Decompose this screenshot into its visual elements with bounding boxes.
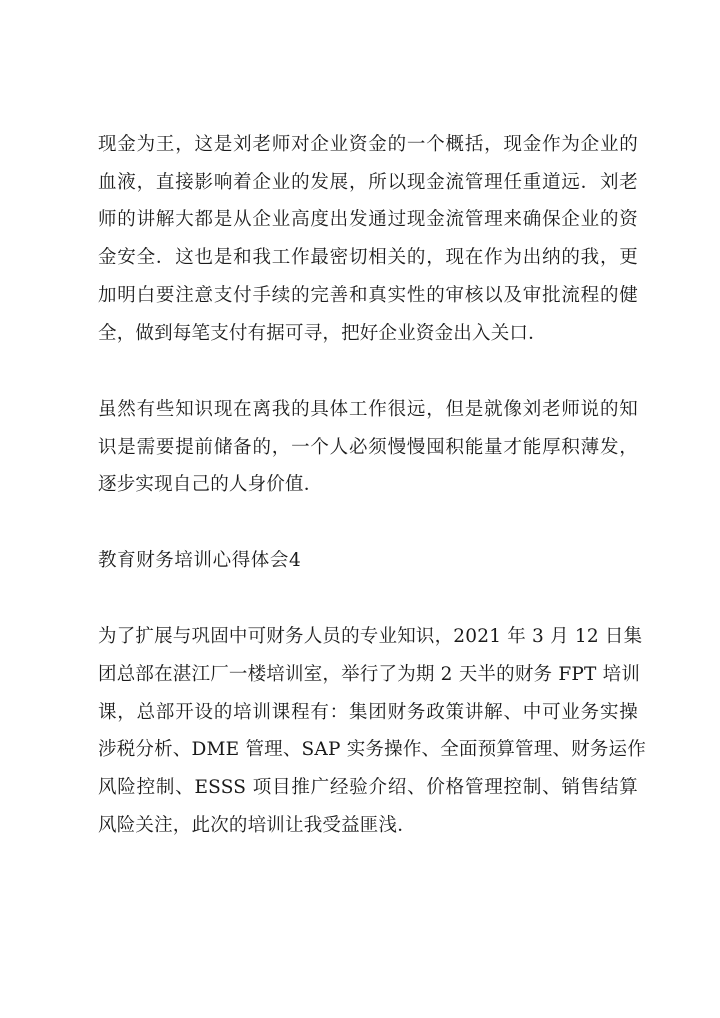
paragraph-1-line-2: 血液，直接影响着企业的发展，所以现金流管理任重道远．刘老 bbox=[98, 172, 638, 193]
paragraph-1-line-1: 现金为王，这是刘老师对企业资金的一个概括，现金作为企业的 bbox=[98, 134, 638, 155]
paragraph-2-line-2: 识是需要提前储备的，一个人必须慢慢囤积能量才能厚积薄发， bbox=[98, 437, 638, 458]
paragraph-3-line-6: 风险关注，此次的培训让我受益匪浅． bbox=[98, 815, 416, 836]
paragraph-3-line-4: 涉税分析、DME 管理、SAP 实务操作、全面预算管理、财务运作 bbox=[98, 739, 646, 760]
paragraph-2-line-1: 虽然有些知识现在离我的具体工作很远，但是就像刘老师说的知 bbox=[98, 399, 638, 420]
paragraph-2-line-3: 逐步实现自己的人身价值． bbox=[98, 474, 323, 495]
section-heading: 教育财务培训心得体会4 bbox=[98, 550, 302, 571]
paragraph-3-line-1: 为了扩展与巩固中可财务人员的专业知识，2021 年 3 月 12 日集 bbox=[98, 626, 643, 647]
paragraph-3-line-5: 风险控制、ESSS 项目推广经验介绍、价格管理控制、销售结算 bbox=[98, 777, 638, 798]
paragraph-3-line-2: 团总部在湛江厂一楼培训室，举行了为期 2 天半的财务 FPT 培训 bbox=[98, 664, 641, 685]
paragraph-1-line-4: 金安全．这也是和我工作最密切相关的，现在作为出纳的我，更 bbox=[98, 247, 638, 268]
paragraph-1-line-5: 加明白要注意支付手续的完善和真实性的审核以及审批流程的健 bbox=[98, 285, 638, 306]
paragraph-1-line-3: 师的讲解大都是从企业高度出发通过现金流管理来确保企业的资 bbox=[98, 209, 638, 230]
paragraph-1-line-6: 全，做到每笔支付有据可寻，把好企业资金出入关口． bbox=[98, 323, 547, 344]
paragraph-3-line-3: 课，总部开设的培训课程有：集团财务政策讲解、中可业务实操 bbox=[98, 702, 638, 723]
